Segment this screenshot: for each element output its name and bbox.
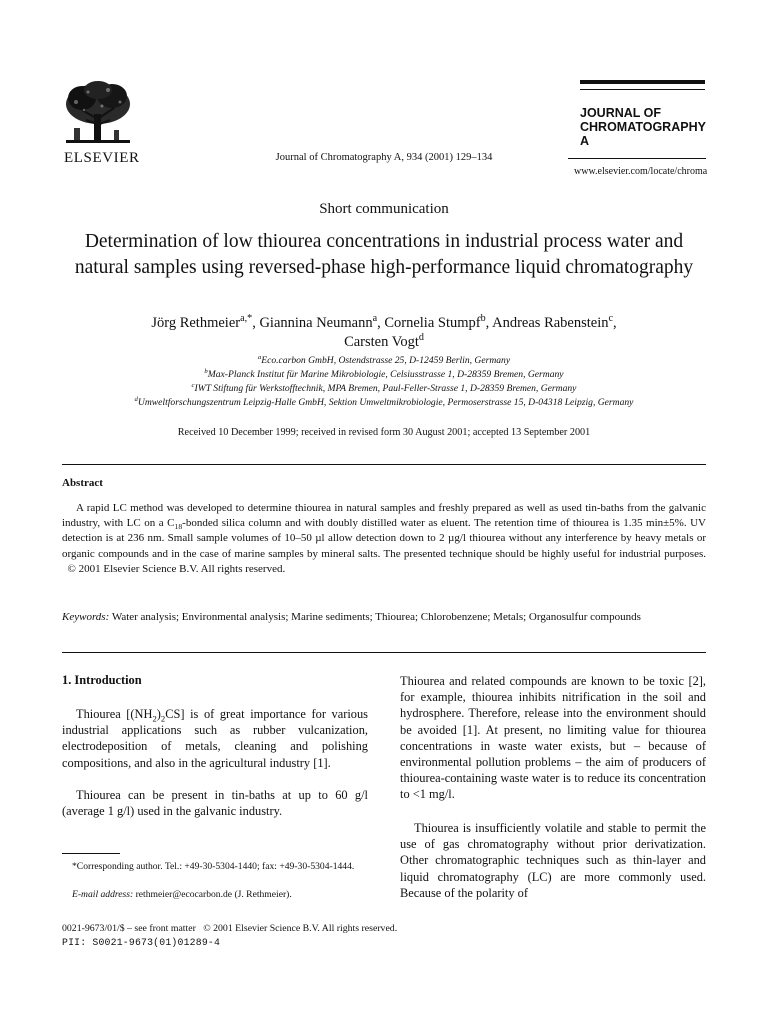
journal-rule-thin: [580, 89, 705, 90]
article-type: Short communication: [319, 201, 449, 217]
author: Jörg Rethmeier$^{a,*}$,: [151, 313, 260, 331]
section-heading: 1. Introduction: [62, 673, 142, 687]
journal-name-line2: CHROMATOGRAPHY A: [580, 120, 706, 148]
body-paragraph: Thiourea can be present in tin-baths at up to 60 g/l (average 1 g/l) used in the galvanic industry.: [62, 788, 368, 819]
body-paragraph: Thiourea is insufficiently volatile and stable to permit the use of gas chromatography without prior derivatization. Other chromatographic techniques such as thin-layer and liquid chromatography (LC) are more commonly used. Because of the polarity of: [400, 821, 706, 900]
publisher-name: ELSEVIER: [64, 150, 140, 166]
author-email-link[interactable]: rethmeier@ecocarbon.de (J. Rethmeier).: [133, 889, 292, 900]
footnote-corresponding: *Corresponding author. Tel.: +49-30-5304-1440; fax: +49-30-5304-1444.: [72, 861, 355, 872]
affiliation-list: [30, 354, 738, 410]
divider: [62, 652, 706, 653]
affiliation: $^c$IWT Stiftung für Werkstofftechnik, MPA Bremen, Paul-Feller-Strasse 1, D-28359 Bremen, Germany: [191, 381, 577, 394]
affiliation: $^b$Max-Planck Institut für Marine Mikrobiologie, Celsiusstrasse 1, D-28359 Bremen, Germany: [204, 367, 564, 380]
journal-name-line1: JOURNAL OF: [580, 106, 662, 120]
corresponding-author-mark: *: [247, 313, 253, 325]
author: Cornelia Stumpf$^b$,: [384, 313, 493, 331]
received-dates: Received 10 December 1999; received in revised form 30 August 2001; accepted 13 September 2001: [177, 427, 591, 438]
body-paragraph: Thiourea and related compounds are known to be toxic [2], for example, thiourea inhibits nitrification in the soil and hydrosphere. Therefore, release into the environment should be avoided [1]. At present, no limiting value for thiourea concentrations in waste water exists, but – because of environmental pollution problems – the aim of producers of thiourea-containing waste water is to reduce its concentration to <1 mg/l.: [400, 674, 706, 802]
author-list: [60, 314, 708, 352]
keywords-text: Water analysis; Environmental analysis; Marine sediments; Thiourea; Chlorobenzene; Metals; Organosulfur compounds: [109, 611, 641, 623]
article-title: Determination of low thiourea concentrations in industrial process water and natural samples using reversed-phase high-performance liquid chromatography: [74, 231, 694, 278]
author: Giannina Neumann$^a$,: [259, 313, 385, 331]
journal-rule-bottom: [568, 158, 706, 159]
abstract-copyright: © 2001 Elsevier Science B.V. All rights reserved.: [67, 562, 286, 575]
affiliation: $^a$Eco.carbon GmbH, Ostendstrasse 25, D-12459 Berlin, Germany: [257, 353, 511, 366]
divider: [62, 464, 706, 465]
elsevier-tree-logo: [62, 80, 134, 148]
journal-name: [580, 106, 710, 148]
body-paragraph: Thiourea $[(NH_2)_2CS]$ is of great importance for various industrial applications such as rubber vulcanization, electrodeposition of metals, cleaning and polishing compositions, and also in the agricultural industry [1].: [62, 707, 369, 770]
affiliation: $^d$Umweltforschungszentrum Leipzig-Halle GmbH, Sektion Umweltmikrobiologie, Permoserstrasse 15, D-04318 Leipzig, Germany: [134, 395, 634, 408]
pii-line: PII: S0021-9673(01)01289-4: [62, 937, 221, 948]
abstract-text: A rapid LC method was developed to determine thiourea in natural samples and freshly prepared as well as used tin-baths from the galvanic industry, with LC on a $C_{18}$-bonded silica column and with doubly distilled water as eluent. The retention time of thiourea is 1.35 min±5%. UV detection is at 236 nm. Small sample volumes of 10–50 µl allow detection down to 2 µg/l thiourea without any interference by heavy metals or organic compounds and in the case of marine samples by mineral salts. The presented technique should be highly useful for industrial purposes. © 2001 Elsevier Science B.V. All rights reserved.: [62, 502, 706, 575]
author: Carsten Vogt$^d$: [344, 332, 424, 350]
journal-citation: Journal of Chromatography A, 934 (2001) 129–134: [275, 152, 493, 163]
issn-line: 0021-9673/01/$ – see front matter © 2001 Elsevier Science B.V. All rights reserved.: [62, 923, 398, 934]
author: Andreas Rabenstein$^c$,: [492, 313, 617, 331]
footnote-email: E-mail address: rethmeier@ecocarbon.de (J. Rethmeier).: [72, 889, 292, 900]
abstract-heading: Abstract: [62, 477, 103, 489]
keywords: [62, 610, 706, 625]
journal-rule-thick: [580, 80, 705, 84]
journal-url-link[interactable]: www.elsevier.com/locate/chroma: [574, 166, 708, 177]
keywords-label: Keywords:: [62, 611, 110, 623]
footnote-rule: [62, 853, 120, 854]
